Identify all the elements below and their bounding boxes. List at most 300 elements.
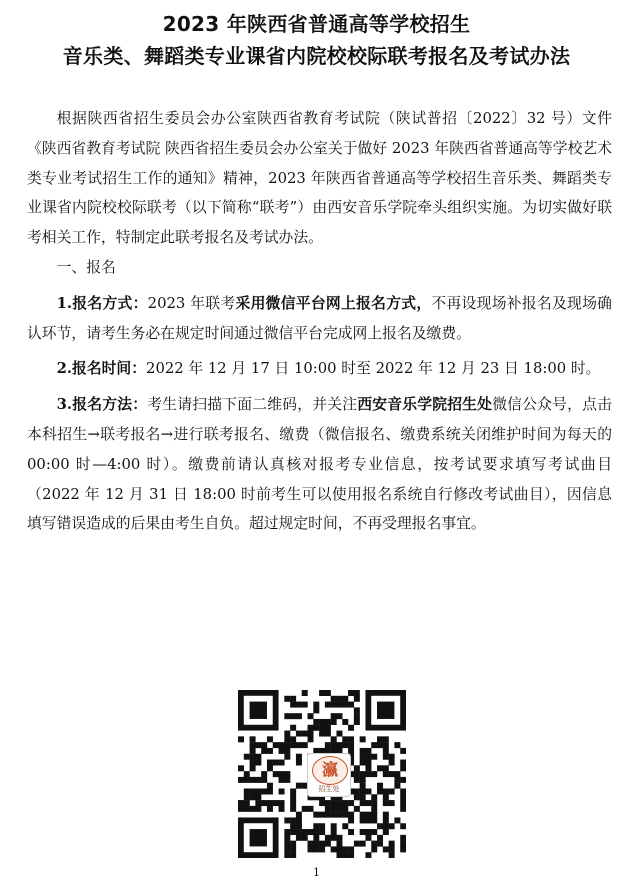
qr-module	[267, 783, 273, 789]
qr-module	[244, 806, 250, 812]
qr-module	[244, 800, 250, 806]
item1-label: 1.报名方式：	[56, 294, 148, 312]
qr-module	[290, 736, 296, 742]
qr-module	[325, 812, 331, 818]
qr-module	[389, 841, 395, 847]
qr-module	[348, 690, 354, 696]
qr-module	[348, 817, 354, 823]
qr-module	[290, 852, 296, 858]
qr-module	[389, 846, 395, 852]
qr-module	[290, 841, 296, 847]
qr-module	[389, 754, 395, 760]
qr-module	[279, 760, 285, 766]
qr-module	[255, 794, 261, 800]
qr-module	[383, 800, 389, 806]
qr-module	[354, 719, 360, 725]
qr-module	[365, 835, 371, 841]
qr-module	[284, 748, 290, 754]
qr-module	[284, 841, 290, 847]
qr-module	[371, 771, 377, 777]
item3-bold: 西安音乐学院招生处	[357, 396, 493, 414]
qr-module	[400, 765, 406, 771]
qr-module	[354, 690, 360, 696]
qr-module	[377, 765, 383, 771]
qr-module	[319, 719, 325, 725]
qr-module	[250, 829, 267, 846]
document-title-line2: 音乐类、舞蹈类专业课省内院校校际联考报名及考试办法	[62, 44, 571, 68]
qr-module	[325, 731, 331, 737]
qr-module	[360, 783, 366, 789]
qr-module	[348, 852, 354, 858]
qr-module	[284, 829, 290, 835]
qr-module	[383, 736, 389, 742]
qr-module	[354, 707, 360, 713]
qr-module	[342, 736, 348, 742]
qr-module	[360, 760, 366, 766]
qr-module	[377, 835, 383, 841]
item-registration-procedure	[27, 390, 612, 539]
qr-module	[348, 736, 354, 742]
qr-module	[336, 731, 342, 737]
qr-module	[331, 736, 337, 742]
qr-module	[319, 812, 325, 818]
qr-module	[290, 806, 296, 812]
qr-module	[319, 725, 325, 731]
qr-module	[279, 806, 285, 812]
qr-module	[308, 829, 314, 835]
qr-module	[255, 788, 261, 794]
qr-module	[325, 742, 331, 748]
qr-module	[342, 846, 348, 852]
item-registration-method	[27, 289, 612, 349]
qr-module	[394, 771, 400, 777]
qr-module	[308, 736, 314, 742]
qr-module	[296, 835, 302, 841]
qr-module	[371, 742, 377, 748]
intro-paragraph: 根据陕西省招生委员会办公室陕西省教育考试院（陕试普招〔2022〕32 号）文件《陕西省教育考试院 陕西省招生委员会办公室关于做好 2023 年陕西省普通高等学校艺术类专业考试招生工作的通知》精神，2023 年陕西省普通高等学校招生音乐类、舞蹈类专业课省内院校校际联考（以下简称“联考”）由西安音乐学院牵头组织实施。为切实做好联考相关工作，特制定此联考报名及考试办法。	[27, 110, 612, 247]
qr-module	[273, 742, 279, 748]
qr-module	[348, 725, 354, 731]
qr-module	[267, 736, 273, 742]
qr-module	[302, 690, 308, 696]
qr-module	[284, 713, 290, 719]
qr-module	[336, 846, 342, 852]
qr-module	[331, 719, 337, 725]
qr-module	[290, 823, 296, 829]
qr-module	[400, 823, 406, 829]
qr-module	[308, 841, 314, 847]
qr-module	[383, 846, 389, 852]
qr-module	[325, 835, 331, 841]
qr-module	[308, 846, 314, 852]
qr-module	[389, 823, 395, 829]
qr-module	[331, 829, 337, 835]
qr-module	[279, 742, 285, 748]
qr-module	[296, 760, 302, 766]
qr-module	[250, 760, 256, 766]
qr-module	[360, 788, 366, 794]
qr-module	[302, 731, 308, 737]
qr-module	[336, 806, 342, 812]
qr-module	[394, 817, 400, 823]
qr-module	[244, 788, 250, 794]
qr-module	[250, 777, 256, 783]
qr-module	[360, 754, 366, 760]
qr-module	[371, 841, 377, 847]
qr-module	[255, 760, 261, 766]
qr-module	[308, 725, 314, 731]
qr-module	[302, 829, 308, 835]
qr-module	[313, 835, 319, 841]
qr-module	[244, 777, 250, 783]
qr-module	[371, 846, 377, 852]
qr-module	[313, 719, 319, 725]
qr-module	[273, 771, 279, 777]
qr-module	[377, 823, 383, 829]
qr-module	[250, 736, 256, 742]
qr-module	[348, 702, 354, 708]
qr-module	[261, 748, 267, 754]
qr-module	[238, 800, 244, 806]
qr-module	[371, 806, 377, 812]
qr-module	[336, 812, 342, 818]
qr-module	[255, 806, 261, 812]
qr-module	[400, 806, 406, 812]
qr-module	[336, 742, 342, 748]
qr-module	[336, 835, 342, 841]
qr-module	[290, 696, 296, 702]
qr-module	[342, 696, 348, 702]
qr-module	[354, 696, 360, 702]
qr-module	[261, 788, 267, 794]
qr-module	[365, 788, 371, 794]
qr-module	[319, 823, 325, 829]
qr-module	[377, 736, 383, 742]
qr-module	[336, 841, 342, 847]
logo-caption: 招生处	[318, 785, 340, 793]
item2-label: 2.报名时间：	[56, 360, 147, 378]
qr-module	[400, 748, 406, 754]
qr-module	[377, 783, 383, 789]
qr-module	[365, 771, 371, 777]
qr-module	[284, 835, 290, 841]
qr-module	[383, 829, 389, 835]
qr-module	[284, 736, 290, 742]
qr-module	[313, 812, 319, 818]
qr-module	[290, 800, 296, 806]
qr-module	[302, 742, 308, 748]
qr-module	[261, 800, 267, 806]
qr-module	[261, 742, 267, 748]
qr-module	[331, 823, 337, 829]
qr-module	[360, 817, 366, 823]
qr-module	[267, 765, 273, 771]
item3-text-a: 考生请扫描下面二维码，并关注	[147, 396, 358, 414]
qr-module	[400, 841, 406, 847]
qr-module	[296, 713, 302, 719]
qr-module	[325, 725, 331, 731]
qr-module	[400, 835, 406, 841]
qr-module	[360, 841, 366, 847]
qr-module	[279, 788, 285, 794]
qr-module	[319, 841, 325, 847]
qr-module	[389, 771, 395, 777]
seal-glyph: 瀛	[321, 760, 338, 779]
document-body	[27, 104, 612, 539]
qr-module	[394, 742, 400, 748]
qr-module	[365, 754, 371, 760]
document-title-line1: 2023 年陕西省普通高等学校招生	[162, 12, 471, 36]
qr-module	[325, 800, 331, 806]
qr-module	[244, 794, 250, 800]
qr-module	[354, 765, 360, 771]
qr-module	[290, 725, 296, 731]
qr-module	[250, 794, 256, 800]
qr-module	[383, 765, 389, 771]
qr-module	[336, 696, 342, 702]
qr-module	[336, 852, 342, 858]
qr-module	[336, 702, 342, 708]
qr-module	[319, 731, 325, 737]
qr-module	[377, 702, 394, 719]
qr-module	[377, 841, 383, 847]
qr-module	[331, 835, 337, 841]
qr-module	[400, 777, 406, 783]
qr-module	[336, 800, 342, 806]
qr-module	[290, 713, 296, 719]
qr-module	[348, 742, 354, 748]
qr-module	[261, 771, 267, 777]
qr-module	[302, 702, 308, 708]
qr-module	[313, 702, 319, 708]
qr-module	[360, 771, 366, 777]
qr-center-logo	[307, 753, 351, 797]
qr-module	[342, 719, 348, 725]
school-seal-icon	[312, 756, 348, 785]
qr-module	[238, 777, 244, 783]
qr-module	[290, 742, 296, 748]
qr-module	[250, 765, 256, 771]
qr-module	[354, 841, 360, 847]
qr-module	[296, 817, 302, 823]
item-registration-time	[27, 354, 612, 384]
qr-module	[325, 702, 331, 708]
qr-module	[360, 812, 366, 818]
qr-module	[267, 800, 273, 806]
qr-module	[389, 788, 395, 794]
qr-module	[383, 748, 389, 754]
qr-module	[331, 702, 337, 708]
qr-module	[273, 760, 279, 766]
qr-module	[348, 829, 354, 835]
qr-module	[365, 800, 371, 806]
qr-module	[371, 754, 377, 760]
qr-module	[365, 760, 371, 766]
qr-module	[400, 760, 406, 766]
qr-module	[400, 800, 406, 806]
qr-module	[371, 817, 377, 823]
qr-module	[255, 754, 261, 760]
qr-module	[360, 736, 366, 742]
qr-module	[400, 794, 406, 800]
qr-module	[296, 829, 302, 835]
qr-module	[296, 702, 302, 708]
qr-module	[331, 846, 337, 852]
qr-module	[267, 760, 273, 766]
qr-module	[250, 788, 256, 794]
section-heading-registration: 一、报名	[56, 258, 116, 276]
qr-module	[238, 736, 244, 742]
qr-module	[255, 777, 261, 783]
qr-module	[313, 707, 319, 713]
qr-module	[383, 823, 389, 829]
qr-module	[331, 806, 337, 812]
qr-module	[383, 788, 389, 794]
qr-module	[296, 812, 302, 818]
qr-module	[267, 788, 273, 794]
qr-module	[279, 800, 285, 806]
qr-module	[267, 748, 273, 754]
qr-module	[308, 731, 314, 737]
qr-module	[371, 800, 377, 806]
qr-module	[383, 754, 389, 760]
qr-module	[296, 823, 302, 829]
qr-module	[319, 800, 325, 806]
page-number: 1	[313, 866, 320, 879]
qr-module	[290, 794, 296, 800]
qr-module	[394, 783, 400, 789]
qr-module	[244, 754, 250, 760]
qr-module	[383, 742, 389, 748]
qr-module	[313, 841, 319, 847]
qr-module	[284, 754, 290, 760]
qr-module	[325, 690, 331, 696]
qr-module	[371, 829, 377, 835]
qr-module	[255, 742, 261, 748]
qr-module	[360, 794, 366, 800]
qr-module	[319, 829, 325, 835]
qr-module	[313, 846, 319, 852]
qr-module	[371, 812, 377, 818]
qr-module	[279, 748, 285, 754]
qr-module	[325, 806, 331, 812]
qr-module	[342, 806, 348, 812]
qr-module	[342, 742, 348, 748]
qr-module	[342, 702, 348, 708]
qr-module	[261, 777, 267, 783]
qr-module	[290, 846, 296, 852]
qr-module	[284, 696, 290, 702]
item1-text-a: 2023 年联考	[147, 294, 236, 312]
qr-module	[354, 713, 360, 719]
qr-module	[302, 835, 308, 841]
qr-module	[354, 777, 360, 783]
qr-module	[267, 806, 273, 812]
qr-module	[296, 731, 302, 737]
qr-module	[255, 800, 261, 806]
qr-module	[290, 702, 296, 708]
item3-label: 3.报名方法：	[56, 396, 148, 414]
qr-module	[313, 725, 319, 731]
qr-module	[279, 777, 285, 783]
qr-module	[342, 823, 348, 829]
qr-module	[290, 788, 296, 794]
qr-module	[377, 742, 383, 748]
qr-module	[331, 812, 337, 818]
qr-module	[365, 817, 371, 823]
qr-module	[354, 794, 360, 800]
qr-module	[313, 829, 319, 835]
qr-module	[371, 794, 377, 800]
qr-module	[319, 690, 325, 696]
qr-module	[383, 771, 389, 777]
qr-module	[360, 829, 366, 835]
qr-module	[250, 754, 256, 760]
qr-module	[302, 806, 308, 812]
qr-module	[354, 806, 360, 812]
qr-module	[238, 765, 244, 771]
qr-module	[360, 748, 366, 754]
qr-module	[365, 748, 371, 754]
qr-module	[290, 817, 296, 823]
qr-module	[348, 846, 354, 852]
qr-module	[365, 852, 371, 858]
qr-module	[336, 713, 342, 719]
qr-module	[331, 696, 337, 702]
qr-module	[238, 806, 244, 812]
qr-module	[308, 806, 314, 812]
qr-module	[342, 852, 348, 858]
qr-module	[348, 812, 354, 818]
qr-module	[331, 800, 337, 806]
qr-module	[296, 754, 302, 760]
item1-text-b: 不再设现场补报名及现场确认环节，请考生务必在规定时间通过微信平台完成网上报名及缴费。	[27, 294, 612, 342]
qr-module	[313, 823, 319, 829]
qr-module	[365, 765, 371, 771]
qr-module	[354, 788, 360, 794]
item3-text-b: 微信公众号，点击本科招生→联考报名→进行联考报名、缴费（微信报名、缴费系统关闭维护时间为每天的 00:00 时—4:00 时）。缴费前请认真核对报考专业信息，按考试要求填写考试曲目（2022 年 12 月 31 日 18:00 时前考生可以使用报名系统自行修改考试曲目），因信息填写错误造成的后果由考生自负。超过规定时间，不再受理报名事宜。	[27, 396, 612, 533]
qr-module	[342, 800, 348, 806]
qr-module	[284, 742, 290, 748]
qr-module	[319, 846, 325, 852]
qr-module	[284, 846, 290, 852]
qr-module	[284, 852, 290, 858]
qr-module	[383, 817, 389, 823]
qr-module	[296, 742, 302, 748]
qr-module	[377, 788, 383, 794]
wechat-qr-code[interactable]	[238, 690, 406, 858]
qr-module	[383, 812, 389, 818]
qr-module	[331, 742, 337, 748]
qr-module	[383, 794, 389, 800]
qr-module	[250, 748, 256, 754]
qr-module	[250, 702, 267, 719]
item1-bold: 采用微信平台网上报名方式，	[235, 294, 432, 312]
qr-module	[273, 800, 279, 806]
qr-module	[244, 771, 250, 777]
qr-module	[394, 777, 400, 783]
qr-module	[284, 777, 290, 783]
qr-module	[360, 777, 366, 783]
qr-module	[360, 800, 366, 806]
qr-module	[389, 852, 395, 858]
qr-module	[325, 841, 331, 847]
qr-module	[365, 812, 371, 818]
qr-module	[400, 846, 406, 852]
qr-module	[325, 719, 331, 725]
qr-module	[296, 783, 302, 789]
item2-text: 2022 年 12 月 17 日 10:00 时至 2022 年 12 月 23 日 18:00 时。	[146, 360, 601, 378]
